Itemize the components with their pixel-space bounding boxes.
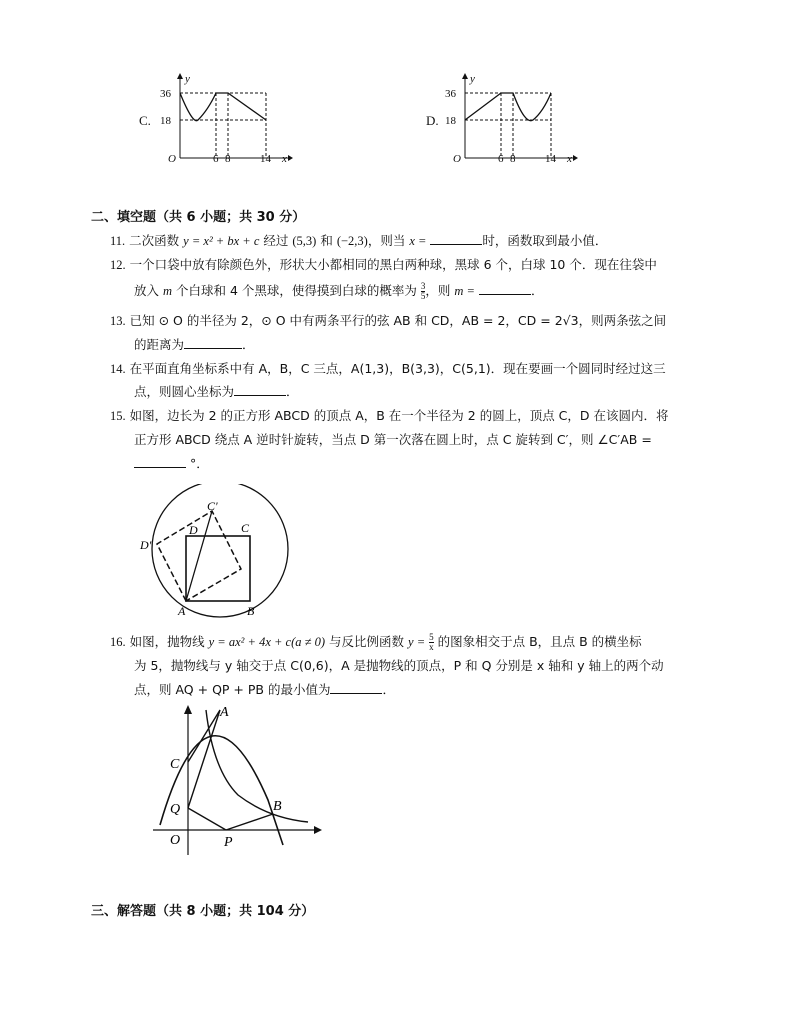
option-d-tick-18: 18 xyxy=(445,115,456,127)
q15-label-C: C xyxy=(241,521,250,535)
q16-line2: 为 5，抛物线与 y 轴交于点 C(0,6)，A 是抛物线的顶点，P 和 Q 分别是 x 轴和 y 轴上的两个动 xyxy=(134,658,664,673)
q16-label-B: B xyxy=(273,799,282,814)
q11-expr: y = x² + bx + c xyxy=(183,234,260,248)
q15-label-A: A xyxy=(178,604,186,618)
q11-text-c: ，则当 xyxy=(367,233,406,248)
q15-line1: 如图，边长为 2 的正方形 ABCD 的顶点 A，B 在一个半径为 2 的圆上，顶点 C，D 在该圆内．将 xyxy=(129,408,669,423)
q11-answer-blank[interactable] xyxy=(430,231,482,245)
question-16 xyxy=(110,630,730,654)
q11-text-a: 二次函数 xyxy=(129,233,180,248)
option-d-ylabel: y xyxy=(470,73,475,85)
q15-label-D: D xyxy=(189,523,198,537)
q12-line2a: 放入 xyxy=(134,283,160,298)
q16-line1b: 与反比例函数 xyxy=(329,634,405,649)
q12-line2b: 个白球和 4 个黑球，使得摸到白球的概率为 xyxy=(176,283,417,298)
q16-line3: 点，则 AQ + QP + PB 的最小值为 xyxy=(134,682,331,697)
q14-line2: 点，则圆心坐标为 xyxy=(134,384,235,399)
option-d-tick-14: 14 xyxy=(545,153,556,165)
q11-number: 11. xyxy=(110,234,126,248)
question-13 xyxy=(110,309,730,333)
q16-label-A: A xyxy=(220,705,229,720)
q11-text-b: 经过 xyxy=(263,233,289,248)
option-d-tick-36: 36 xyxy=(445,88,456,100)
q12-line1: 一个口袋中放有除颜色外，形状大小都相同的黑白两种球，黑球 6 个，白球 10 个．现在往袋中 xyxy=(129,257,657,272)
q16-label-C: C xyxy=(170,757,180,772)
q11-point-1: (5,3) xyxy=(292,234,317,248)
q12-number: 12. xyxy=(110,258,126,272)
q12-meq: m = xyxy=(454,284,475,298)
q16-frac-den: x xyxy=(429,642,434,652)
q13-end: ． xyxy=(242,337,255,352)
question-14-line2 xyxy=(134,380,734,404)
q13-line1: 已知 ⊙ O 的半径为 2，⊙ O 中有两条平行的弦 AB 和 CD，AB = 2，CD = 2√3，则两条弦之间 xyxy=(129,313,667,328)
option-c-xlabel: x xyxy=(282,153,287,165)
option-c-origin: O xyxy=(168,153,176,165)
section-3-title: 三、解答题（共 8 小题；共 104 分） xyxy=(91,904,315,919)
q16-number: 16. xyxy=(110,635,126,649)
question-13-line2 xyxy=(134,333,734,357)
q15-label-Dp: D' xyxy=(140,538,152,552)
q12-end: ． xyxy=(530,283,544,298)
q16-label-Q: Q xyxy=(170,802,181,817)
question-15 xyxy=(110,404,730,428)
q13-number: 13. xyxy=(110,314,126,328)
q15-answer-blank[interactable] xyxy=(134,454,186,468)
q11-text-d: 时，函数取到最小值． xyxy=(482,233,608,248)
q16-line1a: 如图，抛物线 xyxy=(129,634,205,649)
q15-figure xyxy=(135,484,305,620)
question-14 xyxy=(110,357,730,381)
q12-answer-blank[interactable] xyxy=(479,281,531,295)
option-c-ylabel: y xyxy=(185,73,190,85)
option-c-tick-6: 6 xyxy=(213,153,219,165)
question-12 xyxy=(110,253,730,277)
q15-label-B: B xyxy=(247,604,255,618)
q16-label-P: P xyxy=(224,835,233,850)
option-c-tick-8: 8 xyxy=(225,153,231,165)
q14-number: 14. xyxy=(110,362,126,376)
q16-answer-blank[interactable] xyxy=(330,680,382,694)
option-c-tick-36: 36 xyxy=(160,88,171,100)
q16-label-O: O xyxy=(170,833,181,848)
question-15-line2 xyxy=(134,428,734,452)
question-16-line2 xyxy=(134,654,734,678)
question-16-line3 xyxy=(134,678,734,702)
q16-frac-expr: y = xyxy=(408,635,426,649)
q15-end: °． xyxy=(189,456,209,471)
q16-end: ． xyxy=(382,682,395,697)
q14-answer-blank[interactable] xyxy=(234,382,286,396)
q16-line1c: 的图象相交于点 B，且点 B 的横坐标 xyxy=(437,634,642,649)
q16-expr: y = ax² + 4x + c(a ≠ 0) xyxy=(208,635,326,649)
q12-frac-num: 3 xyxy=(420,281,426,291)
q14-line1: 在平面直角坐标系中有 A，B，C 三点，A(1,3)，B(3,3)，C(5,1)．现在要画一个圆同时经过这三 xyxy=(129,361,666,376)
q12-line2c: ，则 xyxy=(425,283,451,298)
option-d-graph xyxy=(443,70,578,165)
question-12-line2 xyxy=(134,279,734,303)
q13-line2: 的距离为 xyxy=(134,337,185,352)
option-d-tick-8: 8 xyxy=(510,153,516,165)
q11-xeq: x = xyxy=(409,234,427,248)
option-c-graph xyxy=(158,70,293,165)
q15-line2: 正方形 ABCD 绕点 A 逆时针旋转，当点 D 第一次落在圆上时，点 C 旋转到 C′，则 ∠C′AB = xyxy=(134,432,652,447)
option-d-xlabel: x xyxy=(567,153,572,165)
q15-number: 15. xyxy=(110,409,126,423)
q14-end: ． xyxy=(286,384,299,399)
question-15-line3 xyxy=(134,452,734,476)
q13-answer-blank[interactable] xyxy=(184,335,242,349)
q12-frac-den: 5 xyxy=(420,291,426,301)
option-c-tick-18: 18 xyxy=(160,115,171,127)
q11-and: 和 xyxy=(320,233,333,248)
section-2-title: 二、填空题（共 6 小题；共 30 分） xyxy=(91,210,306,225)
q12-m: m xyxy=(163,284,173,298)
q16-fraction xyxy=(429,633,434,652)
option-c-tick-14: 14 xyxy=(260,153,271,165)
option-c-label: C. xyxy=(139,113,151,128)
question-11 xyxy=(110,229,730,253)
option-d-tick-6: 6 xyxy=(498,153,504,165)
q16-figure xyxy=(148,700,328,860)
q11-point-2: (−2,3) xyxy=(336,234,368,248)
option-d-label: D. xyxy=(426,113,439,128)
q16-frac-num: 5 xyxy=(429,632,434,642)
option-d-origin: O xyxy=(453,153,461,165)
q15-label-Cp: C' xyxy=(207,499,218,513)
